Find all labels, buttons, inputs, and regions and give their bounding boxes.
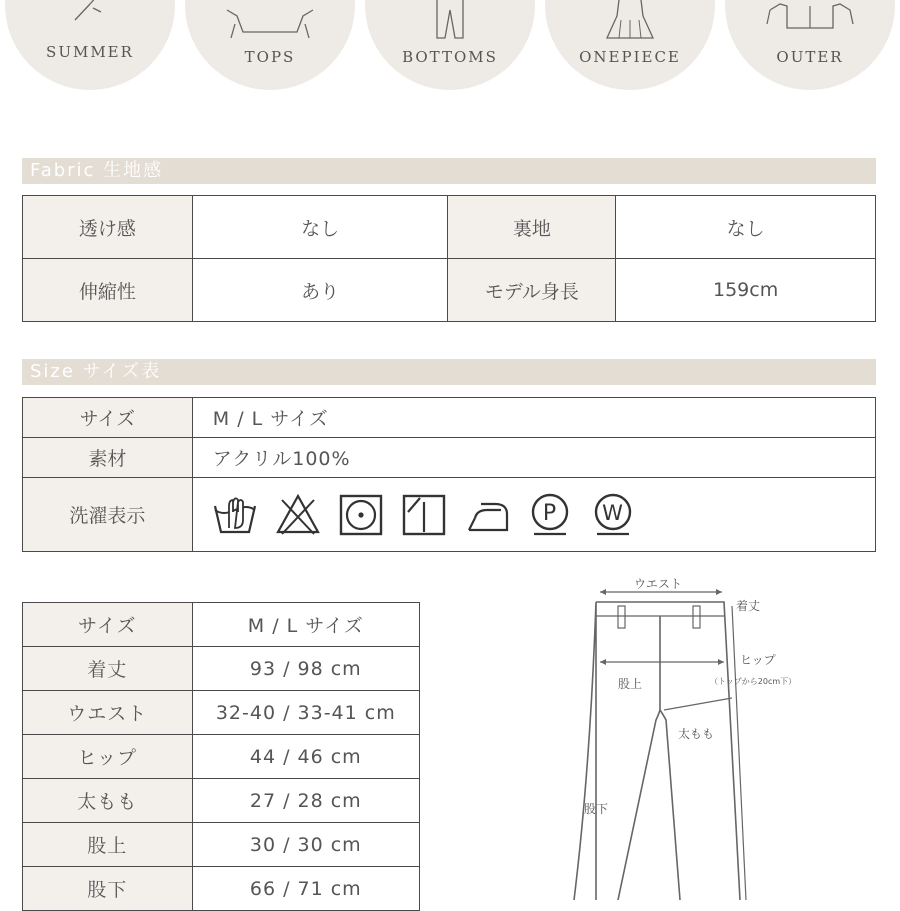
category-summer[interactable] [5, 0, 175, 90]
table-row [23, 647, 420, 691]
fabric-label: 伸縮性 [23, 259, 193, 322]
wet-clean-w-icon [589, 492, 637, 538]
diagram-waist-label: ウエスト [634, 577, 683, 591]
bottoms-icon [365, 0, 535, 90]
onepiece-icon [545, 0, 715, 90]
category-label: OUTER [776, 48, 844, 66]
laundry-icons [192, 478, 875, 552]
svg-text:P: P [542, 500, 558, 526]
measurement-label: 太もも [23, 779, 193, 823]
fabric-value: あり [192, 259, 448, 322]
category-label: BOTTOMS [402, 48, 498, 66]
fabric-value: なし [192, 196, 448, 259]
fabric-table [22, 195, 876, 322]
table-row [23, 438, 876, 478]
size-value: M / L サイズ [192, 398, 875, 438]
measurement-value: 32-40 / 33-41 cm [192, 691, 419, 735]
measurement-label: ヒップ [23, 735, 193, 779]
table-row [23, 259, 876, 322]
measurement-label: ウエスト [23, 691, 193, 735]
table-row [23, 779, 420, 823]
measurement-label: サイズ [23, 603, 193, 647]
measurement-label: 股下 [23, 867, 193, 911]
diagram-hip-label: ヒップ [740, 653, 776, 667]
table-row [23, 691, 420, 735]
fabric-label: モデル身長 [448, 259, 616, 322]
dry-clean-p-icon [526, 492, 574, 538]
category-label: ONEPIECE [579, 48, 681, 66]
size-heading: Size サイズ表 [22, 359, 876, 385]
fabric-value: 159cm [616, 259, 876, 322]
category-onepiece[interactable] [545, 0, 715, 90]
category-label: SUMMER [46, 43, 134, 61]
measurements-table [22, 602, 420, 911]
table-row [23, 603, 420, 647]
size-table [22, 397, 876, 552]
measurement-value: 66 / 71 cm [192, 867, 419, 911]
fabric-value: なし [616, 196, 876, 259]
measurement-value: 93 / 98 cm [192, 647, 419, 691]
hand-wash-icon [211, 492, 259, 538]
table-row [23, 823, 420, 867]
measurement-label: 股上 [23, 823, 193, 867]
category-bottoms[interactable] [365, 0, 535, 90]
table-row [23, 196, 876, 259]
measurement-value: 44 / 46 cm [192, 735, 419, 779]
tops-icon [185, 0, 355, 90]
category-label: TOPS [244, 48, 296, 66]
diagram-thigh-label: 太もも [678, 727, 715, 741]
measurement-label: 着丈 [23, 647, 193, 691]
diagram-length-label: 着丈 [736, 599, 761, 613]
size-label: サイズ [23, 398, 193, 438]
diagram-inseam-label: 股下 [584, 802, 609, 816]
material-value: アクリル100% [192, 438, 875, 478]
fabric-heading: Fabric 生地感 [22, 158, 876, 184]
category-outer[interactable] [725, 0, 895, 90]
measurement-value: 30 / 30 cm [192, 823, 419, 867]
tumble-dry-icon [337, 492, 385, 538]
iron-low-icon [463, 492, 511, 538]
measurement-value: M / L サイズ [192, 603, 419, 647]
svg-text:W: W [602, 500, 624, 525]
measurement-value: 27 / 28 cm [192, 779, 419, 823]
laundry-label: 洗濯表示 [23, 478, 193, 552]
category-tops[interactable] [185, 0, 355, 90]
table-row [23, 478, 876, 552]
table-row [23, 735, 420, 779]
outer-icon [725, 0, 895, 90]
pants-diagram [560, 570, 860, 900]
table-row [23, 398, 876, 438]
fabric-label: 裏地 [448, 196, 616, 259]
diagram-hip-note: （トップから20cm下） [710, 677, 797, 686]
no-bleach-icon [274, 492, 322, 538]
diagram-rise-label: 股上 [618, 677, 643, 691]
line-dry-icon [400, 492, 448, 538]
fabric-label: 透け感 [23, 196, 193, 259]
material-label: 素材 [23, 438, 193, 478]
table-row [23, 867, 420, 911]
